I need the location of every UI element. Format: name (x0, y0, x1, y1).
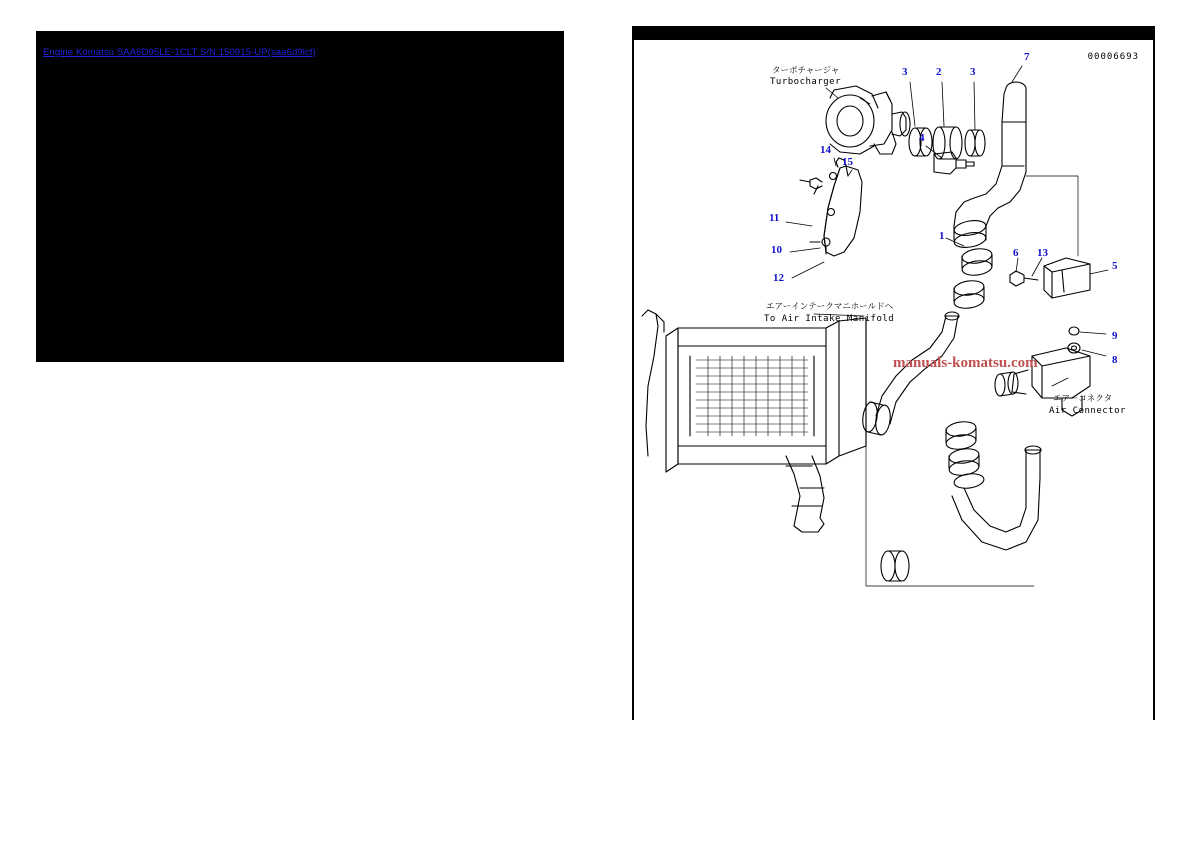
washer-9 (1069, 327, 1079, 335)
callout-3a: 3 (902, 66, 908, 78)
callout-11: 11 (769, 212, 780, 224)
label-turbocharger-en: Turbocharger (770, 77, 842, 87)
left-upper-hose (861, 312, 959, 436)
clamp-ring-3b (965, 130, 985, 156)
leader-lines (786, 66, 1108, 386)
document-title-link[interactable]: Engine Komatsu SAA6D95LE-1CLT S/N 150915-UP(saa6d9lcf) (43, 47, 316, 58)
callout-1: 1 (939, 230, 945, 242)
preview-panel (36, 31, 564, 362)
callout-14: 14 (820, 144, 831, 156)
callout-3b: 3 (970, 66, 976, 78)
drawing-number: 00006693 (1087, 52, 1139, 62)
hose-rings-lower-left (881, 551, 909, 581)
callout-15: 15 (842, 156, 853, 168)
callout-8: 8 (1112, 354, 1118, 366)
label-air-connector-en: Air Connector (1049, 406, 1126, 416)
bracket-5 (1044, 258, 1090, 298)
bracket-assembly (800, 158, 862, 256)
watermark-text: manuals-komatsu.com (893, 355, 1038, 371)
label-turbocharger-jp: ターボチャージャ (772, 66, 840, 76)
lower-right-hose (952, 446, 1041, 550)
callout-4: 4 (919, 132, 925, 144)
callout-10: 10 (771, 244, 782, 256)
upper-air-tube-7 (953, 82, 1026, 250)
label-air-intake-manifold-en: To Air Intake Manifold (764, 314, 895, 324)
lower-left-hose (786, 456, 824, 532)
diagram-panel (632, 26, 1155, 720)
callout-13: 13 (1037, 247, 1048, 259)
parts-diagram-svg (634, 26, 1153, 720)
label-air-connector-jp: エアーコネクタ (1053, 394, 1113, 404)
callout-5: 5 (1112, 260, 1118, 272)
turbocharger-shape (826, 86, 910, 154)
callout-12: 12 (773, 272, 784, 284)
intercooler-core (642, 310, 866, 472)
callout-9: 9 (1112, 330, 1118, 342)
callout-7: 7 (1024, 51, 1030, 63)
construction-lines (866, 176, 1078, 586)
callout-6: 6 (1013, 247, 1019, 259)
label-air-intake-manifold-jp: エアーインテークマニホールドへ (766, 302, 894, 312)
callout-2: 2 (936, 66, 942, 78)
